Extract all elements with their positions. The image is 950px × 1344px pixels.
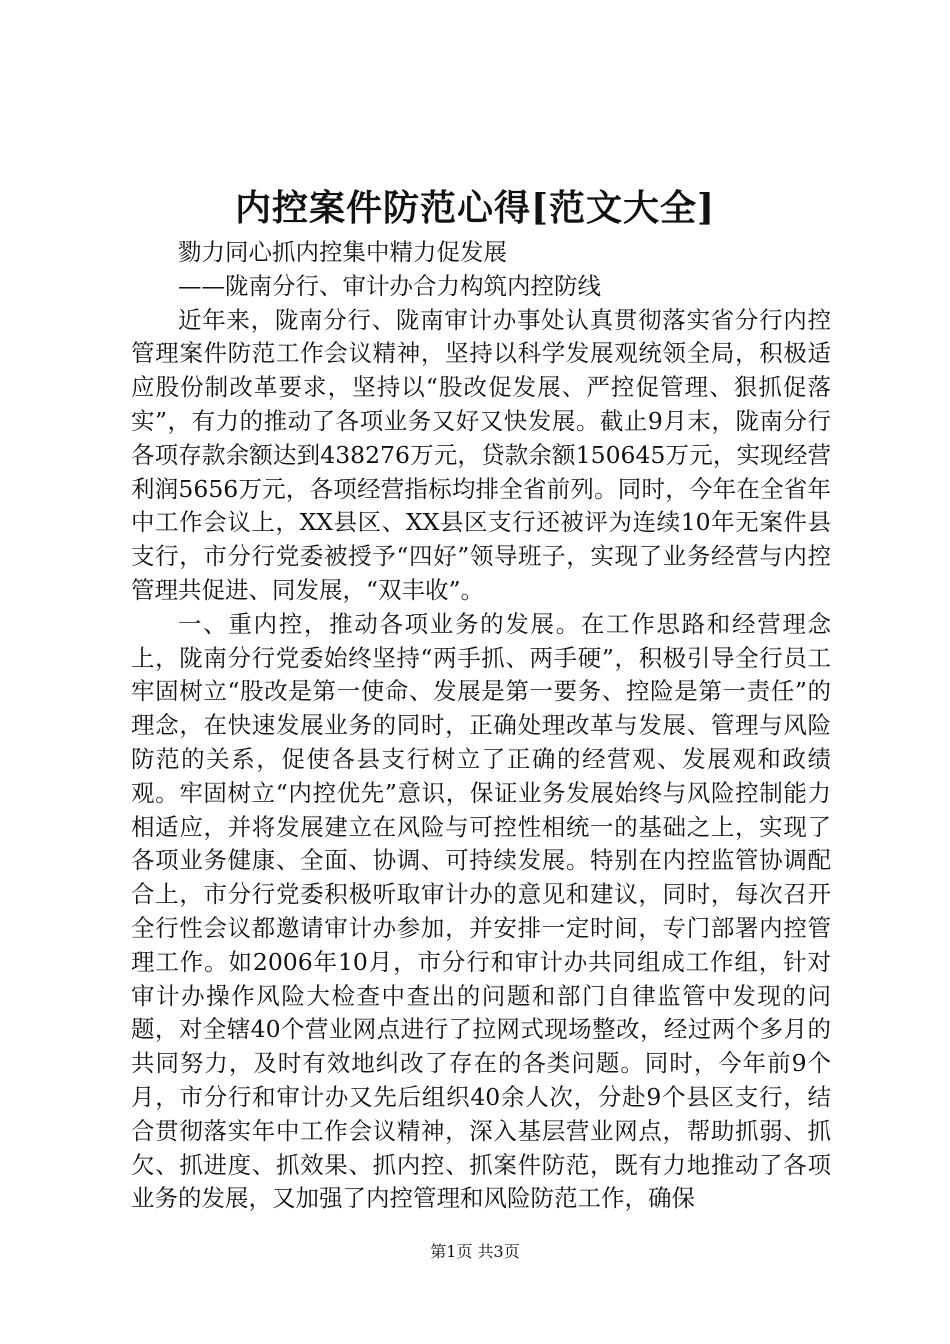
paragraph-section-one: 一、重内控，推动各项业务的发展。在工作思路和经营理念上，陇南分行党委始终坚持“两手抓、两手硬”，积极引导全行员工牢固树立“股改是第一使命、发展是第一要务、控险是第一责任”的理念，在快速发展业务的同时，正确处理改革与发展、管理与风险防范的关系，促使各县支行树立了正确的经营观、发展观和政绩观。牢固树立“内控优先”意识，保证业务发展始终与风险控制能力相适应，并将发展建立在风险与可控性相统一的基础之上，实现了各项业务健康、全面、协调、可持续发展。特别在内控监管协调配合上，市分行党委积极听取审计办的意见和建议，同时，每次召开全行性会议都邀请审计办参加，并安排一定时间，专门部署内控管理工作。如2006年10月，市分行和审计办共同组成工作组，针对审计办操作风险大检查中查出的问题和部门自律监管中发现的问题，对全辖40个营业网点进行了拉网式现场整改，经过两个多月的共同努力，及时有效地纠改了存在的各类问题。同时，今年前9个月，市分行和审计办又先后组织40余人次，分赴9个县区支行，结合贯彻落实年中工作会议精神，深入基层营业网点，帮助抓弱、抓欠、抓进度、抓效果、抓内控、抓案件防范，既有力地推动了各项业务的发展，又加强了内控管理和风险防范工作，确保 bbox=[131, 609, 831, 1213]
document-title: 内控案件防范心得[范文大全] bbox=[234, 187, 716, 229]
subtitle: 勠力同心抓内控集中精力促发展 bbox=[178, 238, 507, 266]
page-number-footer: 第1页 共3页 bbox=[430, 1242, 520, 1261]
document-body bbox=[131, 236, 831, 1216]
paragraph-intro: 近年来，陇南分行、陇南审计办事处认真贯彻落实省分行内控管理案件防范工作会议精神，坚持以科学发展观统领全局，积极适应股份制改革要求，坚持以“股改促发展、严控促管理、狠抓促落实”，有力的推动了各项业务又好又快发展。截止9月末，陇南分行各项存款余额达到438276万元，贷款余额150645万元，实现经营利润5656万元，各项经营指标均排全省前列。同时，今年在全省年中工作会议上，XX县区、XX县区支行还被评为连续10年无案件县支行，市分行党委被授予“四好”领导班子，实现了业务经营与内控管理共促进、同发展，“双丰收”。 bbox=[131, 305, 831, 604]
subtitle-secondary: ——陇南分行、审计办合力构筑内控防线 bbox=[178, 271, 601, 300]
